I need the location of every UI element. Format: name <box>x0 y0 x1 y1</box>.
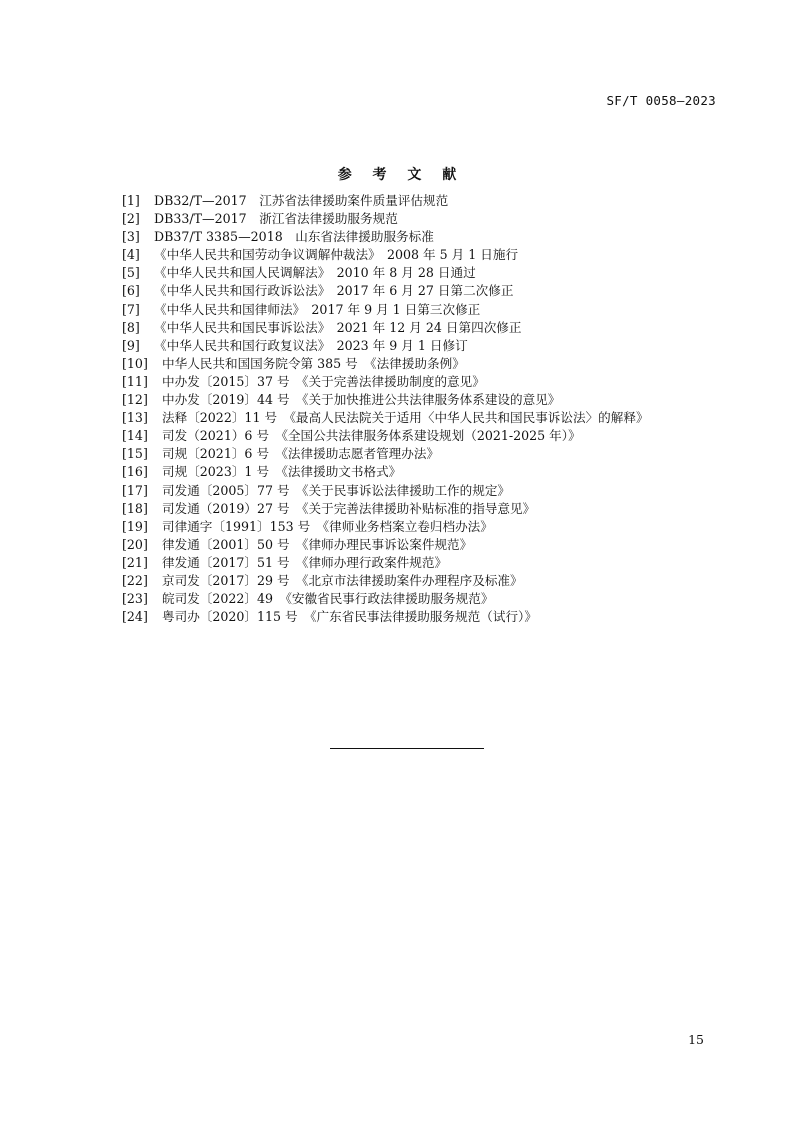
reference-number: [7] <box>122 301 140 317</box>
reference-number: [2] <box>122 211 140 227</box>
reference-item <box>122 590 722 608</box>
reference-text: 中华人民共和国国务院令第 385 号 《法律援助条例》 <box>162 355 465 371</box>
references-title: 参 考 文 献 <box>337 167 465 183</box>
reference-number: [16] <box>122 464 148 480</box>
reference-number: [9] <box>122 337 140 353</box>
reference-item <box>122 500 722 518</box>
reference-item <box>122 445 722 463</box>
reference-item <box>122 373 722 391</box>
reference-item <box>122 572 722 590</box>
reference-number: [24] <box>122 609 148 625</box>
reference-number: [6] <box>122 283 140 299</box>
reference-text: DB32/T—2017 江苏省法律援助案件质量评估规范 <box>154 193 449 208</box>
reference-text: 《中华人民共和国律师法》 2017 年 9 月 1 日第三次修正 <box>154 301 481 317</box>
reference-number: [15] <box>122 446 148 462</box>
reference-item <box>122 337 722 355</box>
reference-text: 律发通〔2001〕50 号 《律师办理民事诉讼案件规范》 <box>162 536 473 552</box>
reference-number: [12] <box>122 392 148 408</box>
reference-number: [14] <box>122 428 148 444</box>
reference-number: [20] <box>122 536 148 552</box>
reference-text: 司律通字〔1991〕153 号 《律师业务档案立卷归档办法》 <box>162 518 493 534</box>
reference-text: 司发通（2019）27 号 《关于完善法律援助补贴标准的指导意见》 <box>162 500 536 516</box>
page-number: 15 <box>688 1032 704 1047</box>
reference-item <box>122 482 722 500</box>
reference-text: 司规〔2023〕1 号 《法律援助文书格式》 <box>162 464 402 480</box>
reference-text: DB33/T—2017 浙江省法律援助服务规范 <box>154 211 398 227</box>
reference-item <box>122 391 722 409</box>
reference-number: [4] <box>122 247 140 263</box>
reference-text: 法释〔2022〕11 号 《最高人民法院关于适用〈中华人民共和国民事诉讼法〉的解释》 <box>162 410 649 426</box>
reference-text: 京司发〔2017〕29 号 《北京市法律援助案件办理程序及标准》 <box>162 572 523 588</box>
reference-item <box>122 427 722 445</box>
reference-item <box>122 210 722 228</box>
end-rule-divider <box>330 748 484 749</box>
reference-text: DB37/T 3385—2018 山东省法律援助服务标准 <box>154 229 434 245</box>
reference-text: 《中华人民共和国民事诉讼法》 2021 年 12 月 24 日第四次修正 <box>154 319 522 335</box>
reference-text: 司发通〔2005〕77 号 《关于民事诉讼法律援助工作的规定》 <box>162 482 511 498</box>
reference-text: 中办发〔2015〕37 号 《关于完善法律援助制度的意见》 <box>162 373 485 389</box>
reference-text: 《中华人民共和国行政复议法》 2023 年 9 月 1 日修订 <box>154 337 468 353</box>
reference-item <box>122 228 722 246</box>
reference-text: 《中华人民共和国人民调解法》 2010 年 8 月 28 日通过 <box>154 265 476 281</box>
reference-text: 皖司发〔2022〕49 《安徽省民事行政法律援助服务规范》 <box>162 591 494 607</box>
reference-text: 司发（2021）6 号 《全国公共法律服务体系建设规划（2021-2025 年）》 <box>162 428 581 444</box>
reference-text: 中办发〔2019〕44 号 《关于加快推进公共法律服务体系建设的意见》 <box>162 392 561 408</box>
reference-text: 粤司办〔2020〕115 号 《广东省民事法律援助服务规范（试行）》 <box>162 609 537 625</box>
reference-text: 司规〔2021〕6 号 《法律援助志愿者管理办法》 <box>162 446 440 462</box>
reference-item <box>122 554 722 572</box>
reference-number: [13] <box>122 410 148 426</box>
reference-number: [19] <box>122 518 148 534</box>
reference-item <box>122 282 722 300</box>
reference-number: [11] <box>122 373 148 389</box>
reference-item <box>122 518 722 536</box>
reference-item <box>122 463 722 481</box>
reference-item <box>122 246 722 264</box>
reference-text: 《中华人民共和国劳动争议调解仲裁法》 2008 年 5 月 1 日施行 <box>154 247 519 263</box>
reference-item <box>122 301 722 319</box>
reference-item <box>122 536 722 554</box>
reference-number: [8] <box>122 319 140 335</box>
reference-number: [22] <box>122 572 148 588</box>
document-code: SF/T 0058—2023 <box>606 93 716 108</box>
reference-item <box>122 355 722 373</box>
reference-item <box>122 409 722 427</box>
reference-number: [17] <box>122 482 148 498</box>
reference-item <box>122 264 722 282</box>
reference-number: [5] <box>122 265 140 281</box>
reference-item <box>122 319 722 337</box>
reference-number: [18] <box>122 500 148 516</box>
reference-number: [1] <box>122 193 140 208</box>
reference-number: [3] <box>122 229 140 245</box>
reference-number: [10] <box>122 355 148 371</box>
reference-text: 《中华人民共和国行政诉讼法》 2017 年 6 月 27 日第二次修正 <box>154 283 514 299</box>
reference-item <box>122 608 722 626</box>
reference-list <box>122 192 722 626</box>
reference-number: [21] <box>122 554 148 570</box>
reference-number: [23] <box>122 591 148 607</box>
reference-text: 律发通〔2017〕51 号 《律师办理行政案件规范》 <box>162 554 448 570</box>
reference-item <box>122 192 722 210</box>
